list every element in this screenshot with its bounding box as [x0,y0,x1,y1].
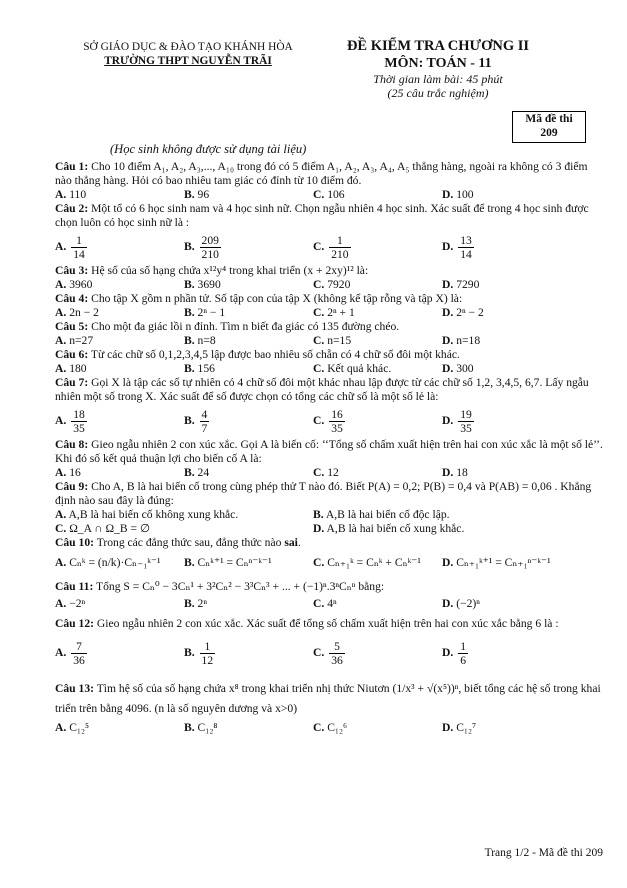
option-text: 7920 [327,278,351,291]
option-text: n=15 [327,334,352,347]
option-text: 2ⁿ − 1 [197,306,226,319]
option-text: A,B là hai biến cố không xung khắc. [68,508,239,521]
option-text: 4ⁿ [327,597,337,610]
option-text: Cₙᵏ = (n/k)·Cₙ₋₁ᵏ⁻¹ [69,556,161,569]
option-text: 96 [197,188,210,201]
option-text: 7290 [456,278,480,291]
option-label: A. [55,721,67,734]
question-3 [55,264,603,292]
numerator: 1 [329,234,350,248]
option-c[interactable] [313,721,442,735]
option-b[interactable] [184,278,313,292]
fraction [200,408,210,435]
option-label: D. [442,721,454,734]
denominator: 6 [460,653,466,667]
option-c[interactable] [313,466,442,480]
page-footer: Trang 1/2 - Mã đề thi 209 [484,847,603,859]
question-text: Gieo ngẫu nhiên 2 con xúc xắc. Gọi A là biến cố: ‘‘Tổng số chấm xuất hiện trên hai con xúc xắc là một số lẻ’’. Khi đó số kết quả thuận lợi cho biến cố A là: [55,438,603,465]
option-text: 12 [327,466,339,479]
option-a[interactable] [55,306,184,320]
question-number: Câu 13: [55,682,94,695]
option-label: D. [442,306,454,319]
option-d[interactable] [313,522,571,536]
option-text: 24 [197,466,210,479]
option-c[interactable] [313,362,442,376]
option-label: A. [55,556,67,569]
option-b[interactable] [184,234,313,261]
numerator: 4 [201,407,208,421]
option-text: Ω_A ∩ Ω_B = ∅ [69,522,151,535]
option-label: A. [55,597,67,610]
option-label: D. [442,239,454,253]
option-text: n=18 [456,334,481,347]
option-b[interactable] [313,508,571,522]
option-label: A. [55,239,67,253]
option-text: n=8 [197,334,216,347]
option-c[interactable] [55,522,313,536]
option-d[interactable] [442,234,571,261]
option-label: D. [442,362,454,375]
option-a[interactable] [55,188,184,202]
question-count: (25 câu trắc nghiệm) [387,86,489,100]
option-a[interactable] [55,597,184,611]
question-number: Câu 5: [55,320,89,333]
option-a[interactable] [55,508,313,522]
option-label: B. [184,556,195,569]
option-b[interactable] [184,306,313,320]
option-a[interactable] [55,721,184,735]
fraction [200,640,216,667]
question-number: Câu 8: [55,438,89,451]
fraction [200,234,221,261]
option-label: C. [313,597,325,610]
numerator: 1 [200,640,216,654]
question-text: Gọi X là tập các số tự nhiên có 4 chữ số đôi một khác nhau lập được từ các chữ số 1,2, 3,4,5, 6,7. Lấy ngẫu nhiên một số trong X. Xác suất để số được chọn có tổng các chữ số là một số lẻ là: [55,376,589,403]
fraction [458,234,474,261]
denominator: 210 [331,247,349,261]
option-label: C. [313,188,325,201]
question-text: Tổng S = Cₙ⁰ − 3Cₙ¹ + 3²Cₙ² − 3³Cₙ³ + ... + (−1)ⁿ.3ⁿCₙⁿ bằng: [96,580,385,593]
option-d[interactable] [442,334,571,348]
option-text: Kết quả khác. [327,362,392,375]
option-label: B. [184,278,195,291]
option-text: 3960 [69,278,93,291]
numerator: 16 [331,407,343,421]
option-label: D. [442,413,454,427]
numerator: 5 [329,640,345,654]
question-9 [55,480,603,536]
option-label: C. [313,721,325,734]
question-text: Trong các đẳng thức sau, đẳng thức nào [96,536,285,549]
option-label: B. [184,239,195,253]
option-label: C. [313,413,325,427]
exam-time: Thời gian làm bài: 45 phút [373,72,503,86]
exam-title: ĐỀ KIỂM TRA CHƯƠNG II [346,38,530,54]
option-d[interactable] [442,362,571,376]
option-a[interactable] [55,408,184,435]
question-text: Từ các chữ số 0,1,2,3,4,5 lập được bao nhiêu số chẵn có 4 chữ số đôi một khác. [90,348,460,361]
option-text: 2ⁿ [197,597,207,610]
option-label: C. [313,466,325,479]
option-label: D. [442,645,454,659]
option-label: B. [184,362,195,375]
option-c[interactable] [313,597,442,611]
option-label: A. [55,306,67,319]
option-d[interactable] [442,306,571,320]
option-text: C₁₂⁷ [456,721,477,734]
option-label: A. [55,362,67,375]
denominator: 35 [73,421,85,435]
denominator: 36 [331,653,343,667]
option-label: B. [184,188,195,201]
option-c[interactable] [313,408,442,435]
question-number: Câu 12: [55,617,94,630]
option-b[interactable] [184,721,313,735]
option-d[interactable] [442,556,571,570]
option-label: C. [313,334,325,347]
option-text: Cₙ₊₁ᵏ⁺¹ = Cₙ₊₁ⁿ⁻ᵏ⁻¹ [456,556,551,569]
question-13 [55,679,603,735]
option-label: B. [313,508,324,521]
option-b[interactable] [184,640,313,667]
question-number: Câu 10: [55,536,94,549]
fraction [458,408,474,435]
option-label: B. [184,306,195,319]
option-label: A. [55,334,67,347]
question-text: Một tổ có 6 học sinh nam và 4 học sinh nữ. Chọn ngẫu nhiên 4 học sinh. Xác suất để trong 4 học sinh được chọn luôn có học sinh nữ là : [55,202,589,229]
question-text: Cho A, B là hai biến cố trong cùng phép thử T nào đó. Biết P(A) = 0,2; P(B) = 0,4 và P(AB) = 0,06 . Khẳng định nào sau đây là đúng: [55,480,592,507]
option-text: Cₙᵏ⁺¹ = Cₙⁿ⁻ᵏ⁻¹ [197,556,272,569]
option-b[interactable] [184,556,313,570]
option-label: A. [55,188,67,201]
question-8 [55,438,603,480]
option-text: 100 [456,188,474,201]
option-b[interactable] [184,466,313,480]
exam-code-box [512,111,586,143]
denominator: 210 [201,247,219,261]
option-text: (−2)ⁿ [456,597,480,610]
option-a[interactable] [55,556,184,570]
option-text: C₁₂⁸ [197,721,218,734]
question-number: Câu 1: [55,160,89,173]
question-11 [55,580,603,611]
option-b[interactable] [184,362,313,376]
fraction [71,408,87,435]
question-5 [55,320,603,348]
question-6 [55,348,603,376]
option-b[interactable] [184,334,313,348]
numerator: 7 [71,640,87,654]
option-text: −2ⁿ [69,597,86,610]
fraction [71,234,87,261]
question-2 [55,202,603,264]
option-label: D. [313,522,325,535]
question-number: Câu 4: [55,292,89,305]
option-text: 180 [69,362,87,375]
question-1 [55,160,603,202]
option-label: B. [184,334,195,347]
question-number: Câu 6: [55,348,89,361]
numerator: 18 [73,407,85,421]
header-right [318,38,558,100]
question-list [55,160,603,735]
option-c[interactable] [313,306,442,320]
option-label: B. [184,466,195,479]
option-label: C. [313,239,325,253]
exam-code: 209 [540,127,558,139]
question-10 [55,536,603,576]
denominator: 14 [73,247,85,261]
question-number: Câu 3: [55,264,89,277]
option-b[interactable] [184,597,313,611]
question-number: Câu 2: [55,202,89,215]
option-a[interactable] [55,640,184,667]
option-text: 106 [327,188,345,201]
option-d[interactable] [442,188,571,202]
denominator: 35 [331,421,343,435]
fraction [329,408,345,435]
option-label: C. [313,362,325,375]
option-text: C₁₂⁵ [69,721,90,734]
option-label: D. [442,466,454,479]
option-a[interactable] [55,278,184,292]
question-text-end: . [297,536,301,549]
option-label: A. [55,278,67,291]
fraction [329,640,345,667]
option-label: C. [313,306,325,319]
question-text: Cho 10 điểm A₁, A₂, A₃,..., A₁₀ trong đó có 5 điểm A₁, A₂, A₃, A₄, A₅ thẳng hàng, ngoài ra không có 3 điểm nào thẳng hàng. Hỏi có bao nhiêu tam giác có đỉnh từ 10 điểm đó. [55,160,588,187]
option-text: n=27 [69,334,94,347]
option-text: 300 [456,362,474,375]
question-text: Cho một đa giác lồi n đỉnh. Tìm n biết đa giác có 135 đường chéo. [91,320,400,333]
option-text: 2ⁿ + 1 [327,306,355,319]
department-name: SỞ GIÁO DỤC & ĐÀO TẠO KHÁNH HÒA [83,41,293,53]
question-number: Câu 11: [55,580,94,593]
question-text: Tìm hệ số của số hạng chứa x⁸ trong khai triển nhị thức Niutơn (1/x³ + √(x⁵))ⁿ, biết tổng các hệ số trong khai triển trên bằng 4096. (n là số nguyên dương và x>0) [55,682,601,715]
option-label: C. [313,556,325,569]
numerator: 1 [460,639,466,653]
exam-subject: MÔN: TOÁN - 11 [384,56,492,71]
option-label: B. [184,413,195,427]
option-label: B. [184,597,195,610]
denominator: 35 [460,421,472,435]
question-text: Cho tập X gồm n phần tử. Số tập con của tập X (không kể tập rỗng và tập X) là: [91,292,463,305]
numerator: 19 [460,407,472,421]
option-d[interactable] [442,466,571,480]
exam-note: (Học sinh không được sử dụng tài liệu) [110,142,307,156]
denominator: 12 [201,653,214,667]
option-c[interactable] [313,334,442,348]
option-label: A. [55,508,67,521]
fraction [71,640,87,667]
fraction [458,640,468,667]
option-label: C. [313,645,325,659]
question-text: Gieo ngẫu nhiên 2 con xúc xắc. Xác suất để tổng số chấm xuất hiện trên hai con xúc xắc bằng 6 là : [96,617,559,630]
option-label: B. [184,645,195,659]
option-label: A. [55,645,67,659]
option-text: 156 [197,362,215,375]
question-emphasis: sai [284,536,298,549]
option-text: 110 [69,188,87,201]
denominator: 36 [73,653,85,667]
option-text: 2ⁿ − 2 [456,306,484,319]
option-d[interactable] [442,278,571,292]
option-a[interactable] [55,334,184,348]
option-b[interactable] [184,188,313,202]
option-label: D. [442,188,454,201]
option-text: A,B là hai biến cố xung khắc. [326,522,465,535]
option-label: D. [442,334,454,347]
question-7 [55,376,603,438]
numerator: 1 [71,234,87,248]
exam-code-label: Mã đề thi [525,113,573,125]
option-text: C₁₂⁶ [327,721,348,734]
fraction [329,234,350,261]
question-number: Câu 9: [55,480,89,493]
option-d[interactable] [442,640,571,667]
option-d[interactable] [442,721,571,735]
option-text: 16 [69,466,81,479]
option-text: 2n − 2 [69,306,99,319]
numerator: 13 [460,233,472,247]
numerator: 209 [201,233,219,247]
option-label: A. [55,413,67,427]
header-left [62,40,314,68]
denominator: 7 [201,421,208,435]
option-c[interactable] [313,556,442,570]
option-label: A. [55,466,67,479]
option-text: 18 [456,466,468,479]
question-12 [55,617,603,675]
option-d[interactable] [442,597,571,611]
question-4 [55,292,603,320]
school-name: TRƯỜNG THPT NGUYỄN TRÃI [104,55,272,67]
option-label: C. [55,522,67,535]
option-c[interactable] [313,640,442,667]
option-a[interactable] [55,466,184,480]
option-text: A,B là hai biến cố độc lập. [325,508,450,521]
option-a[interactable] [55,234,184,261]
question-text: Hệ số của số hạng chứa x¹²y⁴ trong khai triển (x + 2xy)¹² là: [91,264,369,277]
option-label: D. [442,278,454,291]
option-text: 3690 [197,278,221,291]
option-text: Cₙ₊₁ᵏ = Cₙᵏ + Cₙᵏ⁻¹ [327,556,421,569]
option-a[interactable] [55,362,184,376]
denominator: 14 [460,247,472,261]
option-label: B. [184,721,195,734]
option-d[interactable] [442,408,571,435]
option-c[interactable] [313,188,442,202]
option-label: C. [313,278,325,291]
option-b[interactable] [184,408,313,435]
option-c[interactable] [313,234,442,261]
option-label: D. [442,597,454,610]
option-label: D. [442,556,454,569]
option-c[interactable] [313,278,442,292]
question-number: Câu 7: [55,376,89,389]
